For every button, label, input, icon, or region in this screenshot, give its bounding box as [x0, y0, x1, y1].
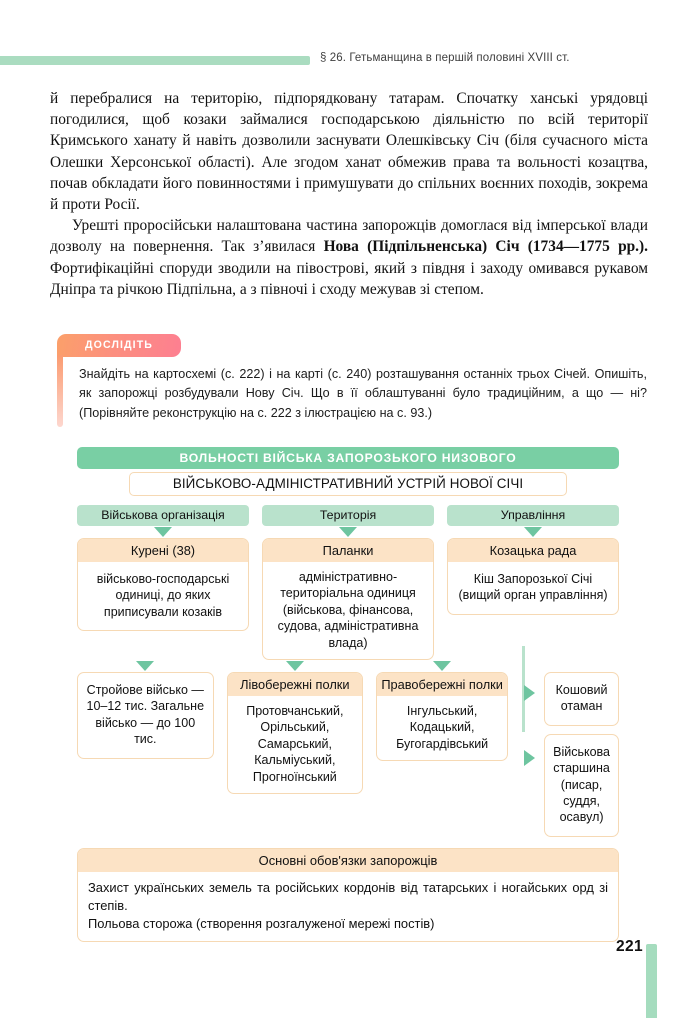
arrow-down-icon: [286, 661, 304, 671]
folio: [617, 932, 679, 1018]
arrow-down-icon: [154, 527, 172, 537]
card-palanky-body: адміністративно-територіальна одиниця (військова, фінансова, судова, адміністративна влада): [277, 570, 419, 650]
page-number: 221: [615, 938, 643, 955]
investigate-callout: [57, 334, 649, 423]
branch-node-otaman-wrap: [544, 672, 619, 726]
card-right-bank-regiments: [376, 672, 508, 761]
running-head-rule: [0, 56, 310, 65]
folio-decor-bar: [646, 944, 657, 1018]
running-head-text: § 26. Гетьманщина в першій половині XVIII ст.: [320, 52, 570, 64]
arrow-down-icon: [433, 661, 451, 671]
card-kosovyi-otaman-body: Кошовий отаман: [555, 683, 608, 714]
duties-line-2: Польова сторожа (створення розгалуженої мережі постів): [88, 916, 435, 932]
scheme-subcolumn-army-size: [77, 660, 214, 759]
caption-government: Управління: [447, 505, 619, 526]
card-kureni: [77, 538, 249, 631]
scheme-row-main: [77, 505, 619, 660]
body-copy: [50, 88, 648, 300]
card-main-duties: [77, 848, 619, 943]
running-head: [0, 52, 695, 70]
card-right-bank-body: Інгульський, Кодацький, Бугогардівський: [396, 704, 489, 751]
scheme-branch-government-bodies: [516, 660, 619, 837]
card-left-bank-regiments: [227, 672, 364, 794]
investigate-question-text: Знайдіть на картосхемі (с. 222) і на карті (с. 240) розташування останніх трьох Січей. Опишіть, як запорожці розбудували Нову Січ. Що в її облаштуванні було традиційним, а що — ні? (Порівняйте реконструкцію на с. 222 з ілюстрацією на с. 93.): [79, 367, 647, 420]
caption-territory: Територія: [262, 505, 434, 526]
card-cossack-council: [447, 538, 619, 615]
paragraph-1: й перебралися на територію, підпорядковану татарам. Спочатку ханські урядовці погодилися, щоб козаки займалися господарською діяльністю по всій території Кримського ханату й навіть дозволили заснувати Олешківську Січ (біля сучасного міста Олешки Херсонської області). Але згодом ханат обмежив права та вольності козацтва, почав обкладати його повинностями і примушувати до спільних воєнних походів, зокрема й проти Росії.: [50, 90, 648, 214]
paragraph-2-bold-term: Нова (Підпільненська) Січ (1734—1775 рр.).: [323, 238, 649, 256]
arrow-right-icon: [524, 685, 535, 701]
scheme-row-secondary: [77, 660, 619, 837]
card-kureni-body: військово-господарські одиниці, до яких приписували козаків: [96, 572, 230, 619]
scheme-diagram: [77, 447, 619, 942]
card-army-size: [77, 672, 214, 759]
investigate-side-rule: [57, 355, 63, 427]
card-cossack-council-body: Кіш Запорозької Січі (вищий орган управління): [458, 572, 608, 603]
card-kosovyi-otaman: [544, 672, 619, 726]
scheme-column-territory: [262, 505, 434, 660]
card-main-duties-head: Основні обов'язки запорожців: [78, 849, 618, 872]
card-kureni-head: Курені (38): [78, 539, 248, 562]
card-army-size-body: Стройове військо — 10–12 тис. Загальне військо — до 100 тис.: [86, 683, 205, 747]
card-left-bank-head: Лівобережні полки: [228, 673, 363, 696]
card-left-bank-body: Протовчанський, Орільський, Самарський, Кальміуський, Прогноїнський: [246, 704, 344, 784]
arrow-right-icon: [524, 750, 535, 766]
paragraph-2: [50, 215, 648, 300]
investigate-tab-label: ДОСЛІДІТЬ: [57, 334, 181, 357]
arrow-down-icon: [339, 527, 357, 537]
card-palanky-head: Паланки: [263, 539, 433, 562]
scheme-column-government: [447, 505, 619, 660]
duties-line-1: Захист українських земель та російських кордонів від татарських і ногайських орд зі степів.: [88, 879, 608, 914]
arrow-down-icon: [136, 661, 154, 671]
arrow-down-icon: [524, 527, 542, 537]
card-cossack-council-head: Козацька рада: [448, 539, 618, 562]
branch-node-starshyna-wrap: [544, 734, 619, 837]
card-right-bank-head: Правобережні полки: [377, 673, 507, 696]
paragraph-2-part-a: Урешті проросійськи налаштована частина запорожців домоглася від імперської влади дозволу на повернення. Так з’явилася: [50, 217, 648, 256]
card-viiskova-starshyna: [544, 734, 619, 837]
card-palanky: [262, 538, 434, 660]
scheme-subcolumn-left-bank: [227, 660, 364, 794]
scheme-subtitle: ВІЙСЬКОВО-АДМІНІСТРАТИВНИЙ УСТРІЙ НОВОЇ СІЧІ: [129, 472, 567, 496]
scheme-title: ВОЛЬНОСТІ ВІЙСЬКА ЗАПОРОЗЬКОГО НИЗОВОГО: [77, 447, 619, 469]
card-viiskova-starshyna-body: Військова старшина (писар, суддя, осавул): [553, 744, 610, 825]
scheme-column-military: [77, 505, 249, 660]
card-main-duties-body: [78, 872, 618, 942]
paragraph-2-part-b: Фортифікаційні споруди зводили на півострові, який з півдня і заходу омивався рукавом Дніпра та річкою Підпільна, а з півночі і сходу межував зі степом.: [50, 259, 648, 298]
scheme-subcolumn-right-bank-and-branch: [376, 660, 619, 837]
caption-military-organization: Військова організація: [77, 505, 249, 526]
